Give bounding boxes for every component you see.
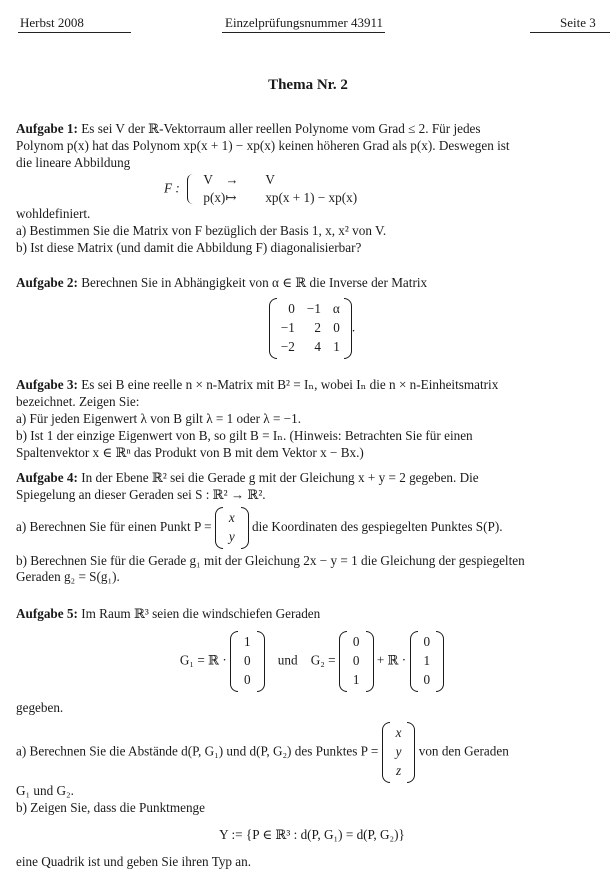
- vector-left-paren: [382, 722, 390, 783]
- task-3-part-a: a) Für jeden Eigenwert λ von B gilt λ = 1 oder λ = −1.: [16, 410, 302, 426]
- map-domain: V: [203, 171, 213, 187]
- task-5-line-1: Im Raum ℝ³ seien die windschiefen Geraden: [81, 606, 321, 621]
- task-1-intro-line-2: Polynom p(x) hat das Polynom xp(x + 1) − xp(x) keinen höheren Grad als p(x). Deswegen ist: [16, 137, 510, 153]
- matrix-body: [277, 298, 344, 359]
- matrix-period: .: [351, 319, 356, 335]
- task-1-part-a: a) Bestimmen Sie die Matrix von F bezüglich der Basis 1, x, x² von V.: [16, 223, 387, 239]
- vector-cell: x: [228, 509, 235, 525]
- task-5-part-a-pre: a) Berechnen Sie die Abstände d(P, G₁) und d(P, G₂) des Punktes P =: [16, 743, 379, 759]
- vector-cell: x: [395, 725, 402, 741]
- map-arrow: →: [225, 171, 239, 187]
- task-2-text: Berechnen Sie in Abhängigkeit von α ∈ ℝ die Inverse der Matrix: [81, 275, 428, 290]
- task-5-part-a: [16, 722, 608, 783]
- task-3-part-b-line-1: b) Ist 1 der einzige Eigenwert von B, so gilt B = Iₙ. (Hinweis: Betrachten Sie für einen: [16, 427, 473, 443]
- header-rule-center: [222, 32, 385, 33]
- task-1-label: Aufgabe 1:: [16, 121, 78, 136]
- matrix-cell: 4: [314, 338, 321, 354]
- task-5-label: Aufgabe 5:: [16, 606, 78, 621]
- vector-right-paren: [366, 631, 374, 692]
- matrix-left-paren: [269, 298, 277, 359]
- matrix-cell: α: [332, 300, 340, 316]
- task-1-intro-line-3: die lineare Abbildung: [16, 154, 131, 170]
- line-g2-point: [339, 631, 374, 692]
- line-g2-plus: + ℝ ·: [376, 652, 407, 668]
- vector-right-paren: [436, 631, 444, 692]
- matrix-cell: 0: [288, 300, 295, 316]
- task-4-part-a: [16, 507, 608, 549]
- vector-cell: 0: [352, 633, 360, 649]
- matrix-cell: −1: [280, 319, 295, 335]
- vector-right-paren: [257, 631, 265, 692]
- map-output: xp(x + 1) − xp(x): [265, 189, 358, 205]
- header-semester: Herbst 2008: [20, 15, 84, 30]
- vector-cell: 0: [352, 652, 360, 668]
- task-4-part-b-line-1: b) Berechnen Sie für die Gerade g₁ mit der Gleichung 2x − y = 1 die Gleichung der gespiegelten: [16, 552, 525, 568]
- task-4-part-a-post: die Koordinaten des gespiegelten Punktes S(P).: [252, 518, 503, 534]
- matrix-cell: 2: [314, 319, 321, 335]
- vector-body: [238, 631, 257, 692]
- task-3-line-2: bezeichnet. Zeigen Sie:: [16, 393, 140, 409]
- task-4-label: Aufgabe 4:: [16, 470, 78, 485]
- map-codomain: V: [265, 171, 275, 187]
- task-5-given: gegeben.: [16, 699, 64, 715]
- vector-cell: 1: [244, 633, 251, 649]
- task-3-line-1: Es sei B eine reelle n × n-Matrix mit B² = Iₙ, wobei Iₙ die n × n-Einheitsmatrix: [81, 377, 499, 392]
- task-1-part-b: b) Ist diese Matrix (und damit die Abbildung F) diagonalisierbar?: [16, 240, 362, 256]
- vector-cell: y: [395, 744, 402, 760]
- vector-left-paren: [410, 631, 418, 692]
- task-5-set-definition: Y := {P ∈ ℝ³ : d(P, G₁) = d(P, G₂)}: [219, 826, 405, 842]
- task-4-point-vector: [215, 507, 249, 549]
- map-definition: [203, 172, 357, 207]
- task-5-part-a-post: von den Geraden: [418, 743, 509, 759]
- line-g2-label: G₂ =: [310, 652, 336, 668]
- vector-left-paren: [230, 631, 238, 692]
- task-2-label: Aufgabe 2:: [16, 275, 78, 290]
- vector-cell: 0: [423, 671, 431, 687]
- vector-body: [347, 631, 366, 692]
- vector-cell: y: [228, 528, 235, 544]
- line-g1-vector: [230, 631, 265, 692]
- task-5-part-b: b) Zeigen Sie, dass die Punktmenge: [16, 800, 205, 816]
- task-2-matrix-wrap: [16, 298, 608, 359]
- task-3-part-b-line-2: Spaltenvektor x ∈ ℝⁿ das Produkt von B mit dem Vektor x − Bx.): [16, 444, 364, 460]
- matrix-cell: 1: [333, 338, 340, 354]
- task-4-part-a-pre: a) Berechnen Sie für einen Punkt P =: [16, 518, 212, 534]
- vector-right-paren: [407, 722, 415, 783]
- task-1: [16, 121, 608, 257]
- task-4-line-2: Spiegelung an dieser Geraden sei S : ℝ² → ℝ².: [16, 486, 266, 502]
- header-exam-number: Einzelprüfungsnummer 43911: [225, 15, 384, 30]
- header-rule-left: [18, 32, 131, 33]
- vector-right-paren: [241, 507, 249, 549]
- map-input: p(x): [203, 189, 226, 205]
- vector-cell: 0: [244, 652, 251, 668]
- vector-body: [390, 722, 408, 783]
- header-rule-right: [530, 32, 610, 33]
- vector-body: [418, 631, 437, 692]
- vector-body: [223, 507, 241, 549]
- task-2-matrix: [269, 298, 352, 359]
- matrix-cell: 0: [333, 319, 340, 335]
- and-word: und: [277, 652, 298, 668]
- header-page-number: Seite 3: [560, 15, 596, 30]
- task-3: [16, 377, 608, 461]
- vector-cell: z: [395, 763, 402, 779]
- map-brace: [187, 174, 196, 204]
- task-5-lines: [16, 631, 608, 692]
- vector-left-paren: [215, 507, 223, 549]
- line-g1-label: G₁ = ℝ ·: [179, 652, 227, 668]
- task-5-last-line: eine Quadrik ist und geben Sie ihren Typ an.: [16, 853, 252, 869]
- task-3-label: Aufgabe 3:: [16, 377, 78, 392]
- map-name: F :: [164, 180, 180, 196]
- task-5-point-vector: [382, 722, 416, 783]
- matrix-cell: −2: [280, 338, 295, 354]
- task-5-part-a-line-2: G₁ und G₂.: [16, 783, 74, 799]
- page-title: Thema Nr. 2: [268, 77, 348, 93]
- matrix-right-paren: [344, 298, 352, 359]
- vector-cell: 0: [244, 671, 251, 687]
- vector-cell: 0: [423, 633, 431, 649]
- task-4-part-b-line-2: Geraden g₂ = S(g₁).: [16, 569, 120, 585]
- vector-left-paren: [339, 631, 347, 692]
- task-4-line-1: In der Ebene ℝ² sei die Gerade g mit der Gleichung x + y = 2 gegeben. Die: [81, 470, 479, 485]
- vector-cell: 1: [352, 671, 360, 687]
- matrix-cell: −1: [306, 300, 321, 316]
- task-5: [16, 606, 608, 871]
- task-2: [16, 275, 608, 359]
- task-4: [16, 470, 608, 586]
- vector-cell: 1: [423, 652, 431, 668]
- task-1-map: [16, 172, 608, 207]
- task-1-intro-line-1: Es sei V der ℝ-Vektorraum aller reellen Polynome vom Grad ≤ 2. Für jedes: [81, 121, 481, 136]
- task-1-after: wohldefiniert.: [16, 206, 91, 222]
- line-g2-direction: [410, 631, 445, 692]
- map-mapsto: ↦: [225, 189, 237, 205]
